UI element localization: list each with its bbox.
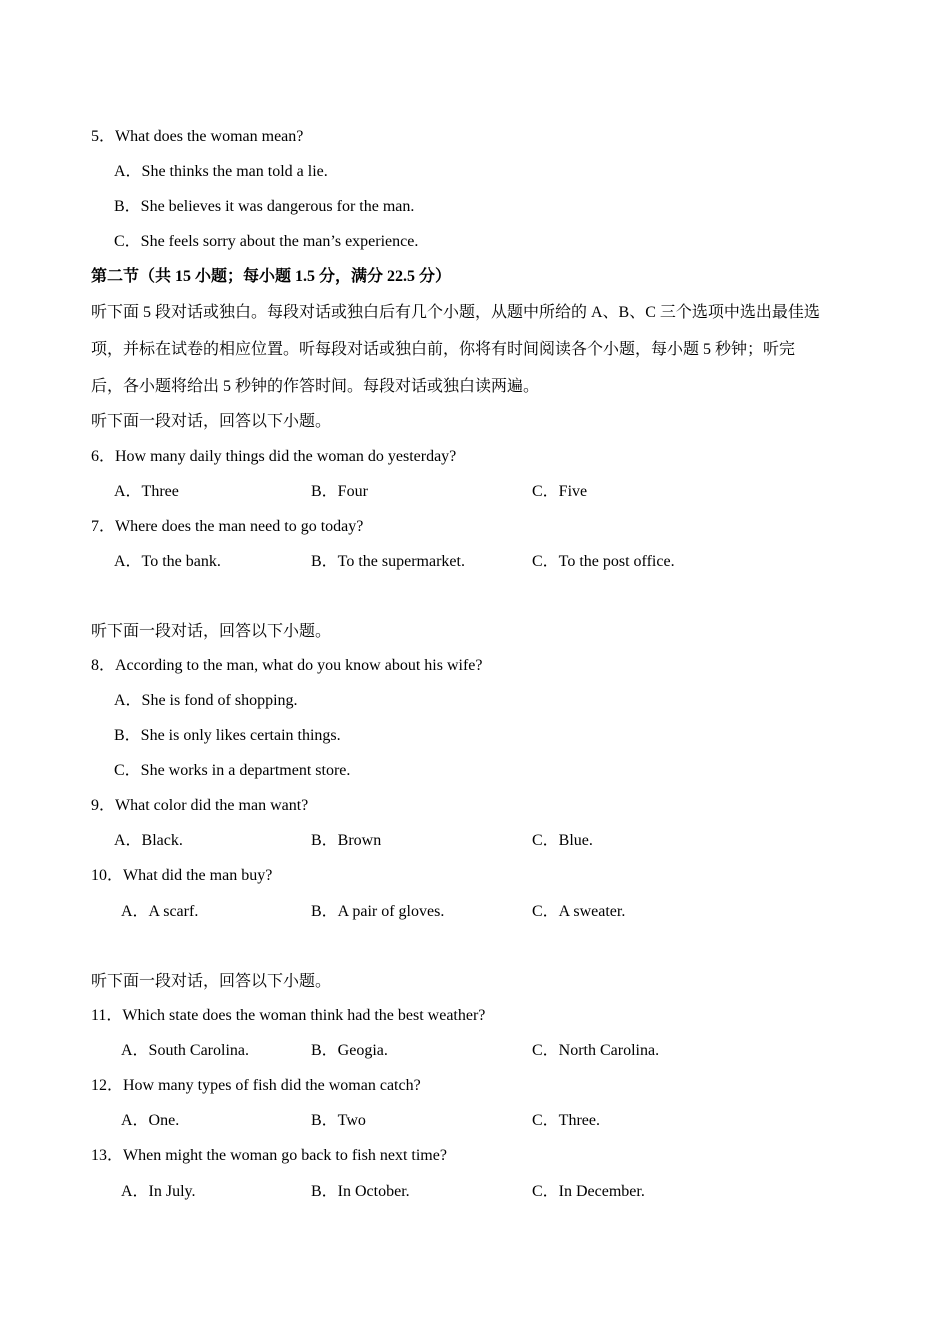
section-2-instructions-line-2: 项，并标在试卷的相应位置。听每段对话或独白前，你将有时间阅读各个小题，每小题 5 秒钟；听完: [91, 341, 796, 358]
question-10-option-b: B．A pair of gloves.: [311, 903, 445, 920]
question-8-option-c: C．She works in a department store.: [114, 762, 351, 779]
question-7-option-c: C．To the post office.: [532, 553, 675, 570]
question-11-option-c: C．North Carolina.: [532, 1042, 660, 1059]
question-12-option-c: C．Three.: [532, 1112, 600, 1129]
question-13-option-c: C．In December.: [532, 1183, 645, 1200]
question-11-option-a: A．South Carolina.: [121, 1042, 249, 1059]
group-2-intro: 听下面一段对话，回答以下小题。: [91, 623, 332, 640]
question-7-option-a: A．To the bank.: [114, 553, 221, 570]
question-6-option-b: B．Four: [311, 483, 368, 500]
question-12-option-b: B．Two: [311, 1112, 366, 1129]
question-8-option-a: A．She is fond of shopping.: [114, 692, 298, 709]
section-2-instructions-line-3: 后，各小题将给出 5 秒钟的作答时间。每段对话或独白读两遍。: [91, 378, 540, 395]
question-10-stem: 10．What did the man buy?: [91, 867, 273, 884]
group-3-intro: 听下面一段对话，回答以下小题。: [91, 973, 332, 990]
question-13-stem: 13．When might the woman go back to fish next time?: [91, 1147, 447, 1164]
question-9-option-a: A．Black.: [114, 832, 183, 849]
question-8-stem: 8．According to the man, what do you know about his wife?: [91, 657, 483, 674]
section-2-heading: 第二节（共 15 小题；每小题 1.5 分，满分 22.5 分）: [91, 268, 452, 285]
question-12-stem: 12．How many types of fish did the woman catch?: [91, 1077, 421, 1094]
question-12-option-a: A．One.: [121, 1112, 180, 1129]
question-11-option-b: B．Geogia.: [311, 1042, 388, 1059]
section-2-instructions-line-1: 听下面 5 段对话或独白。每段对话或独白后有几个小题，从题中所给的 A、B、C 三个选项中选出最佳选: [91, 304, 820, 321]
question-7-stem: 7．Where does the man need to go today?: [91, 518, 364, 535]
question-5-option-a: A．She thinks the man told a lie.: [114, 163, 328, 180]
question-9-stem: 9．What color did the man want?: [91, 797, 309, 814]
question-10-option-a: A．A scarf.: [121, 903, 199, 920]
question-11-stem: 11．Which state does the woman think had the best weather?: [91, 1007, 486, 1024]
question-6-stem: 6．How many daily things did the woman do yesterday?: [91, 448, 457, 465]
question-13-option-a: A．In July.: [121, 1183, 196, 1200]
group-1-intro: 听下面一段对话，回答以下小题。: [91, 413, 332, 430]
question-5-option-c: C．She feels sorry about the man’s experience.: [114, 233, 419, 250]
question-6-option-a: A．Three: [114, 483, 179, 500]
question-5-stem: 5．What does the woman mean?: [91, 128, 304, 145]
question-8-option-b: B．She is only likes certain things.: [114, 727, 341, 744]
question-6-option-c: C．Five: [532, 483, 588, 500]
question-9-option-c: C．Blue.: [532, 832, 593, 849]
question-9-option-b: B．Brown: [311, 832, 382, 849]
question-7-option-b: B．To the supermarket.: [311, 553, 465, 570]
question-13-option-b: B．In October.: [311, 1183, 410, 1200]
question-10-option-c: C．A sweater.: [532, 903, 626, 920]
question-5-option-b: B．She believes it was dangerous for the man.: [114, 198, 415, 215]
